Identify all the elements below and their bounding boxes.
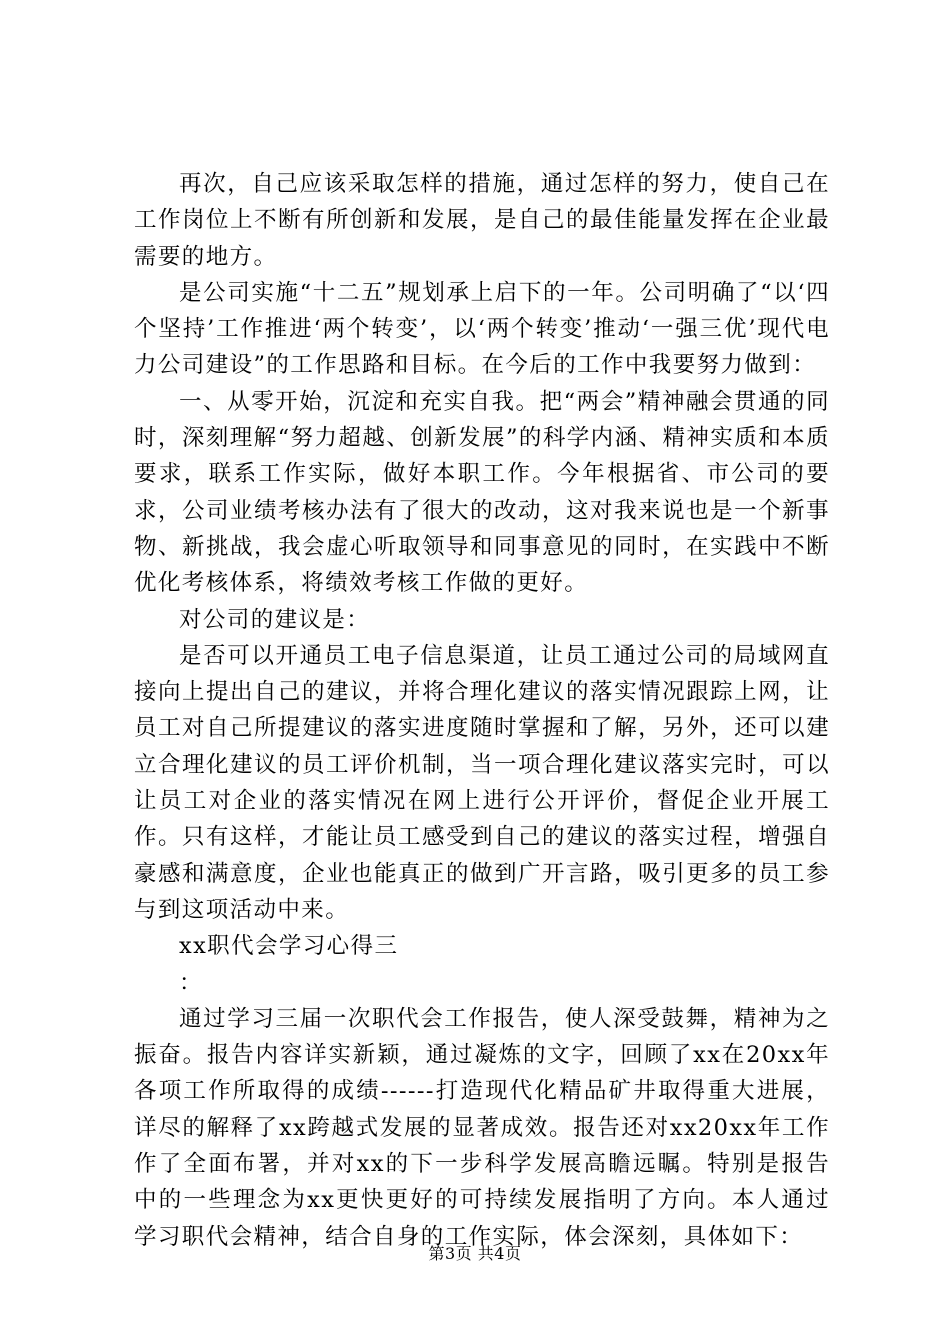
paragraph-measures: 再次，自己应该采取怎样的措施，通过怎样的努力，使自己在工作岗位上不断有所创新和发展，是自己的最佳能量发挥在企业最需要的地方。 <box>134 171 830 270</box>
section-heading-colon: ： <box>179 969 203 996</box>
page-footer <box>0 1244 950 1264</box>
paragraph-start-from-zero: 一、从零开始，沉淀和充实自我。把“两会”精神融会贯通的同时，深刻理解“努力超越、创新发展”的科学内涵、精神实质和本质要求，联系工作实际，做好本职工作。今年根据省、市公司的要求，公司业绩考核办法有了很大的改动，这对我来说也是一个新事物、新挑战，我会虚心听取领导和同事意见的同时，在实践中不断优化考核体系，将绩效考核工作做的更好。 <box>134 388 830 597</box>
paragraph-suggestions-heading: 对公司的建议是： <box>179 606 371 633</box>
paragraph-report-study: 通过学习三届一次职代会工作报告，使人深受鼓舞，精神为之振奋。报告内容详实新颖，通过凝炼的文字，回顾了xx在20xx年各项工作所取得的成绩------打造现代化精品矿井取得重大进展，详尽的解释了xx跨越式发展的显著成效。报告还对xx20xx年工作作了全面布署，并对xx的下一步科学发展高瞻远瞩。特别是报告中的一些理念为xx更快更好的可持续发展指明了方向。本人通过学习职代会精神，结合自身的工作实际，体会深刻，具体如下： <box>134 1005 830 1250</box>
section-heading: xx职代会学习心得三 <box>179 933 399 960</box>
page-number: 第3页 共4页 <box>428 1244 522 1263</box>
paragraph-suggestions: 是否可以开通员工电子信息渠道，让员工通过公司的局域网直接向上提出自己的建议，并将合理化建议的落实情况跟踪上网，让员工对自己所提建议的落实进度随时掌握和了解，另外，还可以建立合理化建议的员工评价机制，当一项合理化建议落实完时，可以让员工对企业的落实情况在网上进行公开评价，督促企业开展工作。只有这样，才能让员工感受到自己的建议的落实过程，增强自豪感和满意度，企业也能真正的做到广开言路，吸引更多的员工参与到这项活动中来。 <box>134 642 830 923</box>
paragraph-twelfth-five-year-plan: 是公司实施“十二五”规划承上启下的一年。公司明确了“以‘四个坚持’工作推进‘两个转变’，以‘两个转变’推动‘一强三优’现代电力公司建设”的工作思路和目标。在今后的工作中我要努力做到： <box>134 279 830 379</box>
document-body <box>134 166 830 1255</box>
